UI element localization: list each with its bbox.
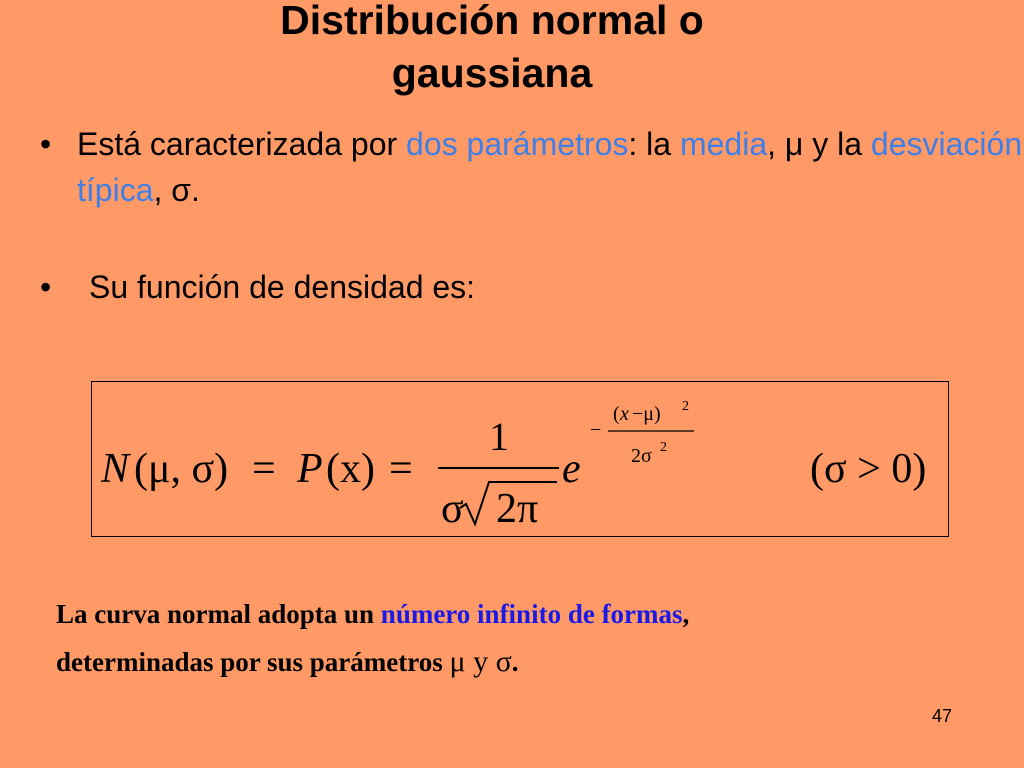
highlight-media: media xyxy=(679,126,768,162)
exponent-minus: − xyxy=(590,419,602,441)
note-text-b: determinadas por sus parámetros xyxy=(56,647,450,677)
highlight-numero-infinito: número infinito de formas xyxy=(380,599,683,629)
formula-den-radicand: 2π xyxy=(496,486,539,532)
exponent-den-sup: 2 xyxy=(660,440,667,455)
note-y: y xyxy=(465,645,496,678)
bullet-marker: • xyxy=(40,269,52,305)
exponent-den: 2σ xyxy=(631,445,652,467)
bullet-marker: • xyxy=(40,126,52,162)
highlight-desviacion-tipica: desviación típica xyxy=(77,126,1023,208)
note-text-a: La curva normal adopta un xyxy=(56,599,381,629)
bullet1-text-b: : la xyxy=(628,126,680,162)
bullet1-text-d: , σ. xyxy=(153,172,200,208)
bullet-density-text: Su función de densidad es: xyxy=(89,269,476,305)
formula-equals-1: = xyxy=(252,446,276,492)
note-text xyxy=(56,590,956,686)
note-mu: μ xyxy=(449,645,466,678)
formula-numerator: 1 xyxy=(489,414,509,459)
bullet-parameters-text xyxy=(77,121,1024,213)
formula-lhs-args: (μ, σ) xyxy=(134,446,229,492)
formula-condition: (σ > 0) xyxy=(810,446,927,492)
formula-equals-2: = xyxy=(389,446,413,492)
formula-N: N xyxy=(101,446,130,492)
note-line-1 xyxy=(56,590,956,638)
exponent-num-rest: −μ) xyxy=(632,403,661,425)
note-period: . xyxy=(511,647,519,677)
exponent-num-x: x xyxy=(620,403,629,425)
exponent-num-open: ( xyxy=(613,403,620,425)
title-line-2: gaussiana xyxy=(391,50,593,96)
formula-px-args: (x) xyxy=(326,446,375,492)
formula-e: e xyxy=(562,446,581,492)
formula-box xyxy=(91,381,949,537)
bullet1-text-c: , μ y la xyxy=(767,126,871,162)
title-line-1: Distribución normal o xyxy=(280,0,704,43)
note-line-2 xyxy=(56,638,956,686)
bullet1-text-a: Está caracterizada por xyxy=(77,126,407,162)
formula-P: P xyxy=(297,446,323,492)
formula-den-sigma: σ xyxy=(441,486,464,532)
note-comma: , xyxy=(682,599,690,629)
page-number: 47 xyxy=(932,706,953,726)
exponent-num-sup: 2 xyxy=(682,399,689,414)
note-sigma: σ xyxy=(495,645,512,678)
slide-title xyxy=(0,0,984,100)
density-formula xyxy=(92,382,950,538)
highlight-dos-parametros: dos parámetros xyxy=(406,126,629,162)
